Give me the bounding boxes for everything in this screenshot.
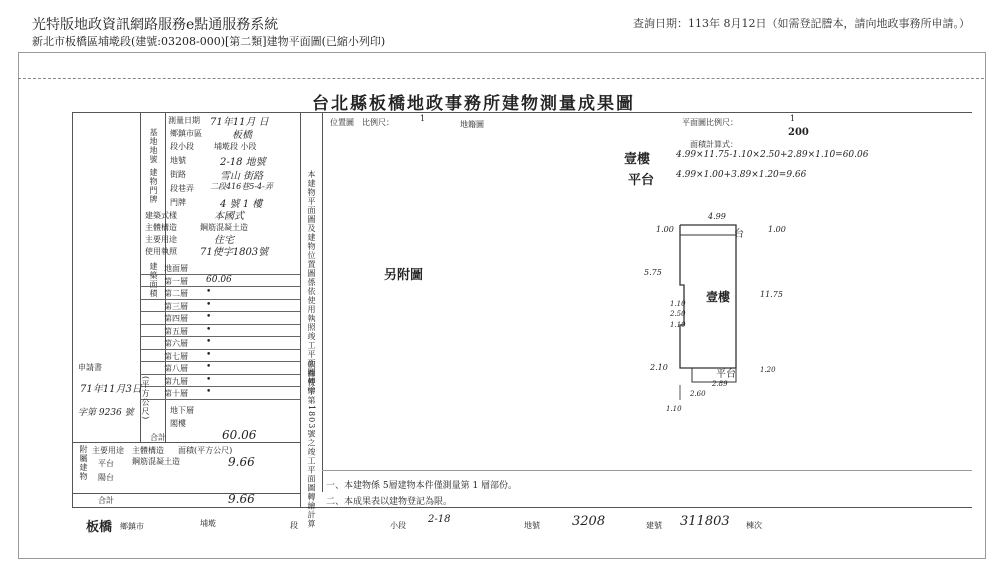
floor-area: •: [206, 374, 212, 385]
plan-dim-a: 1.10: [670, 300, 686, 308]
floor-name: 第一層: [164, 276, 188, 286]
footer-town: 板橋: [86, 520, 113, 535]
area-calc-label: 面積計算式：: [690, 140, 738, 149]
footer-bno-label: 建號: [646, 521, 662, 530]
plan-platform-bottom: 平台: [716, 369, 736, 380]
floor-name: 第八層: [164, 364, 188, 373]
lane-label: 段巷弄: [170, 184, 194, 193]
document-title: 台北縣板橋地政事務所建物測量成果圖: [312, 94, 635, 114]
side-note-2: 依據使字第1803號之竣工平面圖轉繪計算: [307, 360, 316, 529]
floor-name: 第五層: [164, 326, 188, 336]
header-subtitle: 新北市板橋區埔墘段(建號:03208-000)[第二類]建物平面圖(已縮小列印): [32, 35, 386, 48]
floor-row: [140, 325, 300, 338]
plan-room-label: 壹樓: [706, 290, 731, 304]
application-label: 申請書: [78, 363, 102, 372]
plan-dim-260: 2.60: [690, 390, 706, 398]
annex-total-value: 9.66: [228, 492, 255, 506]
plan-left-dim: 5.75: [644, 268, 662, 277]
annex-area-label: 面積(平方公尺): [178, 446, 233, 455]
plan-scale-label: 平面圖比例尺：: [682, 118, 738, 127]
floor-name: 第三層: [164, 301, 188, 311]
plan-scale-denominator: 200: [788, 127, 809, 138]
basement-label: 地下層: [170, 406, 194, 415]
annex-row1-struct: 鋼筋混凝土造: [132, 457, 180, 466]
floor-row: [140, 287, 300, 300]
license-value: 71使字1803號: [200, 247, 269, 258]
floor-area: •: [206, 349, 212, 360]
section-label: 段小段: [170, 142, 194, 151]
total-label: 合計: [150, 433, 166, 442]
use-label: 主要用途: [145, 235, 177, 244]
plan-right-dim: 11.75: [760, 290, 783, 299]
door-group-label: 建物門牌: [149, 168, 158, 204]
floor-row: [140, 350, 300, 363]
section-value: 埔墘段 小段: [214, 142, 257, 151]
floor-row: [140, 300, 300, 313]
floor-area: •: [206, 287, 212, 297]
annex-use-label: 主要用途: [92, 446, 124, 455]
type-value: 本國式: [214, 211, 244, 222]
location-unit: 地籍圖: [460, 120, 484, 129]
floors-label: 建築面積: [149, 262, 158, 298]
area-calc-1-label: 壹樓: [624, 152, 651, 167]
road-value: 雪山 街路: [220, 171, 264, 182]
floor-area: •: [206, 337, 212, 347]
plan-dim-110b: 1.10: [666, 405, 682, 413]
footer-bno-value: 311803: [680, 514, 730, 529]
area-calc-2: 4.99×1.00+3.89×1.20=9.66: [676, 170, 807, 180]
floor-area: •: [206, 362, 212, 372]
attic-label: 閣樓: [170, 419, 186, 428]
floor-row: [140, 337, 300, 350]
door-label: 門牌: [170, 198, 186, 207]
plan-bottom-left: 2.10: [650, 363, 668, 372]
footer-duan: 段: [290, 521, 298, 530]
platform-top: [680, 225, 736, 235]
query-date: 查詢日期：113年 8月12日（如需登記謄本，請向地政事務所申請。）: [633, 17, 970, 30]
type-label: 建築式樣: [145, 211, 177, 220]
annex-row1-area: 9.66: [228, 455, 255, 469]
plan-scale-value: 1: [790, 114, 796, 123]
application-no: 字第 9236 號: [78, 408, 134, 418]
annex-top: [72, 442, 300, 443]
floor-name: 第十層: [164, 389, 188, 398]
use-value: 住宅: [214, 235, 234, 246]
plan-right-top: 1.00: [768, 225, 786, 234]
lot-label: 地號: [170, 156, 186, 165]
lane-value: 二段416巷5-4-弄: [210, 182, 273, 191]
total-value: 60.06: [222, 428, 257, 442]
area-calc-1: 4.99×11.75-1.10×2.50+2.89×1.10=60.06: [676, 150, 869, 160]
plan-dim-c: 1.10: [670, 321, 686, 329]
attached-label: 另附圖: [384, 268, 424, 283]
floor-name: 第九層: [164, 376, 188, 386]
annex-row1-use: 平台: [98, 459, 114, 468]
footer-sub-value: 2-18: [428, 514, 451, 525]
floor-name: 地面層: [164, 264, 188, 273]
floor-row: [140, 262, 300, 275]
footer-sub-label: 小段: [390, 521, 406, 530]
survey-date-value: 71年11月 日: [210, 117, 269, 128]
floor-row: [140, 312, 300, 325]
road-label: 街路: [170, 170, 186, 179]
frame-top: [72, 112, 972, 113]
floor-name: 第四層: [164, 314, 188, 323]
footer-lot-value: 3208: [572, 514, 606, 529]
plan-top-dim: 4.99: [708, 212, 726, 221]
license-label: 使用執照: [145, 247, 177, 256]
annex-total-label: 合計: [98, 496, 114, 505]
side-note: 本建物平面圖及建物位置圖係依使用執照竣工平面圖轉繪: [307, 170, 316, 395]
floor-name: 第六層: [164, 339, 188, 348]
floor-area: •: [206, 324, 212, 335]
note-column: [322, 112, 323, 492]
footer-lot-label: 地號: [524, 521, 540, 530]
structure-value: 鋼筋混凝土造: [200, 223, 248, 232]
annex-row2-use: 陽台: [98, 473, 114, 482]
note-1: 一、本建物係 5層建物本件僅測量第 1 層部份。: [326, 481, 518, 491]
lot-value: 2-18 地號: [220, 157, 266, 168]
plan-left-top: 1.00: [656, 225, 674, 234]
plan-dim-120: 1.20: [760, 366, 776, 374]
floor-name: 第七層: [164, 351, 188, 361]
frame-left: [72, 112, 73, 507]
floor-row: [140, 375, 300, 388]
note-2: 二、本成果表以建物登記為限。: [326, 497, 453, 507]
header-system-title: 光特版地政資訊網路服務e點通服務系統: [32, 17, 279, 33]
floor-area: •: [206, 387, 212, 397]
structure-label: 主體構造: [145, 223, 177, 232]
form-divider: [300, 112, 301, 507]
notes-top: [322, 470, 972, 471]
floor-area: •: [206, 312, 212, 322]
survey-date-label: 測量日期: [168, 116, 200, 125]
site-group-label: 基地地號: [149, 128, 158, 164]
divider: [18, 78, 984, 79]
floor-name: 第二層: [164, 289, 188, 298]
plan-dim-b: 2.50: [670, 310, 686, 318]
city-value: 板橋: [232, 130, 252, 141]
city-label: 鄉鎮市區: [170, 129, 202, 138]
footer-town-suffix: 鄉鎮市: [120, 522, 144, 531]
area-calc-2-label: 平台: [628, 173, 655, 188]
footer-section: 埔墘: [200, 519, 216, 528]
floor-row: [140, 362, 300, 375]
location-label: 位置圖: [330, 118, 354, 127]
footer-floor-label: 棟次: [746, 521, 762, 530]
scale-value: 1: [420, 114, 426, 123]
application-date: 71年11月3日: [80, 384, 142, 395]
frame-bottom: [72, 507, 972, 508]
plan-platform-top: 台: [734, 229, 744, 240]
floor-area: 60.06: [206, 274, 232, 285]
floor-row: [140, 387, 300, 400]
door-value: 4 號 1 樓: [220, 199, 263, 210]
annex-struct-label: 主體構造: [132, 446, 164, 455]
floor-area: •: [206, 299, 212, 310]
unit-label: (平方公尺): [141, 376, 150, 421]
annex-label: 附屬建物: [79, 445, 88, 481]
plan-dim-289: 2.89: [712, 380, 728, 388]
scale-label: 比例尺：: [362, 118, 394, 127]
floor-row: [140, 275, 300, 288]
annex-bottom: [72, 493, 300, 494]
